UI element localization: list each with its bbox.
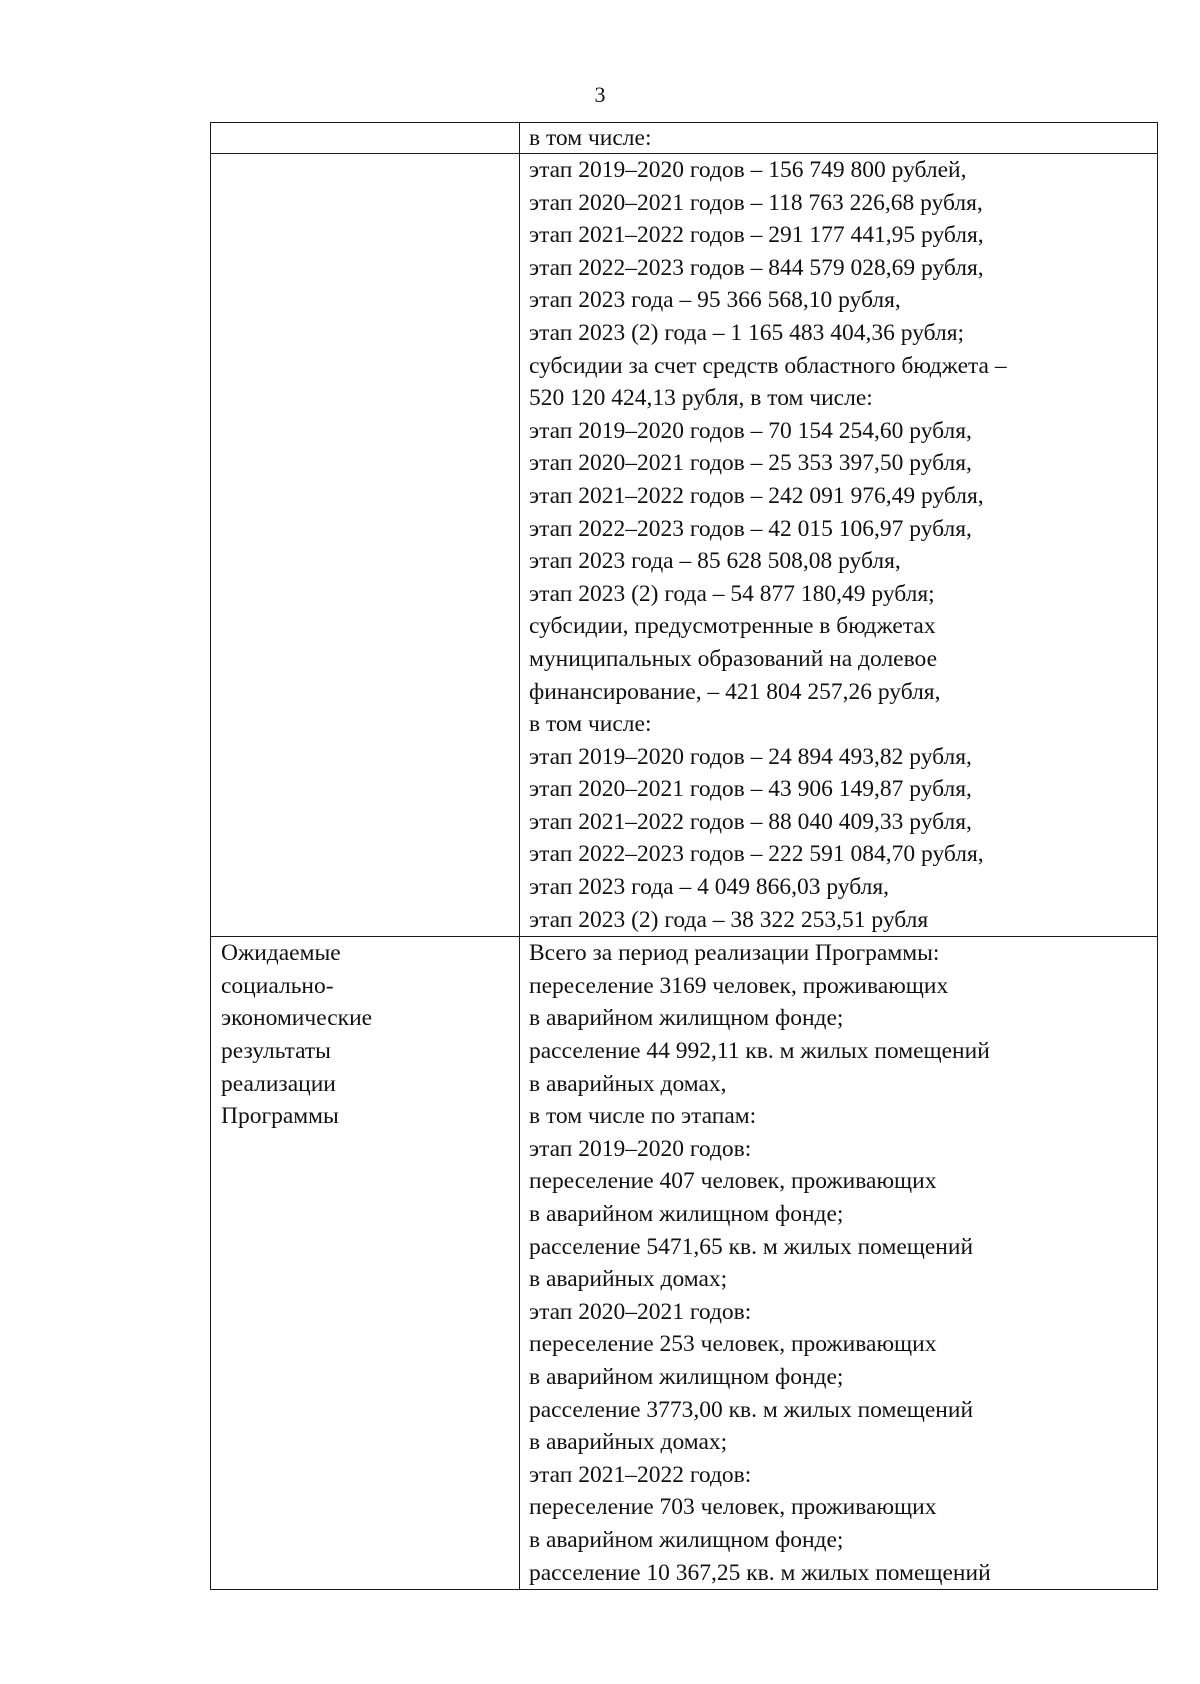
text-line: этап 2020–2021 годов – 43 906 149,87 рубля, [529,776,972,803]
table-cell-left-empty [211,123,520,154]
text-line: переселение 407 человек, проживающих [529,1168,937,1195]
cell-text [529,123,1151,153]
text-line: в аварийном жилищном фонде; [529,1526,844,1553]
text-line: расселение 3773,00 кв. м жилых помещений [529,1396,974,1423]
text-line: финансирование, – 421 804 257,26 рубля, [529,678,941,705]
text-line: этап 2023 года – 4 049 866,03 рубля, [529,874,890,901]
text-line: этап 2023 (2) года – 1 165 483 404,36 рубля; [529,319,965,346]
text-line: в аварийных домах; [529,1266,728,1293]
text-line: 520 120 424,13 рубля, в том числе: [529,385,873,412]
text-line: в аварийных домах, [529,1070,727,1097]
text-line: этап 2023 года – 95 366 568,10 рубля, [529,287,901,314]
text-line: в аварийных домах; [529,1429,728,1456]
cell-text [529,937,1151,1589]
text-line: результаты [221,1038,331,1065]
text-line: этап 2022–2023 годов – 844 579 028,69 рубля, [529,254,984,281]
text-line: этап 2019–2020 годов: [529,1135,752,1162]
text-line: Программы [221,1103,339,1130]
text-line: экономические [221,1005,373,1032]
text-line: этап 2020–2021 годов – 25 353 397,50 рубля, [529,450,972,477]
text-line: этап 2020–2021 годов – 118 763 226,68 рубля, [529,189,983,216]
text-line: субсидии, предусмотренные в бюджетах [529,613,936,640]
program-passport-table [210,122,1158,1590]
table-row [211,937,1158,1590]
text-line: расселение 5471,65 кв. м жилых помещений [529,1233,974,1260]
text-line: социально- [221,972,334,999]
text-line: субсидии за счет средств областного бюджета – [529,352,1007,379]
text-line: переселение 253 человек, проживающих [529,1331,937,1358]
text-line: этап 2023 (2) года – 38 322 253,51 рубля [529,906,929,933]
row-label [221,937,513,1133]
text-line: этап 2023 года – 85 628 508,08 рубля, [529,548,901,575]
table-cell-right [520,154,1158,937]
text-line: Ожидаемые [221,940,341,967]
table-row [211,123,1158,154]
text-line: этап 2023 (2) года – 54 877 180,49 рубля; [529,580,935,607]
text-line: этап 2021–2022 годов: [529,1461,752,1488]
page-number: 3 [594,82,606,107]
table-cell-left-label [211,937,520,1590]
text-line: в том числе по этапам: [529,1103,757,1130]
table-cell-left-empty [211,154,520,937]
text-line: муниципальных образований на долевое [529,645,938,672]
text-line: этап 2021–2022 годов – 88 040 409,33 рубля, [529,808,972,835]
text-line: в том числе: [529,125,652,151]
table-cell-right [520,937,1158,1590]
text-line: этап 2019–2020 годов – 156 749 800 рублей, [529,157,967,183]
text-line: расселение 10 367,25 кв. м жилых помещений [529,1559,991,1586]
text-line: этап 2020–2021 годов: [529,1298,752,1325]
text-line: реализации [221,1070,336,1097]
text-line: этап 2021–2022 годов – 291 177 441,95 рубля, [529,222,984,249]
text-line: в аварийном жилищном фонде; [529,1005,844,1032]
text-line: переселение 3169 человек, проживающих [529,972,949,999]
text-line: этап 2021–2022 годов – 242 091 976,49 рубля, [529,482,984,509]
cell-text [529,154,1151,936]
text-line: Всего за период реализации Программы: [529,940,940,967]
text-line: этап 2022–2023 годов – 222 591 084,70 рубля, [529,841,984,868]
text-line: в аварийном жилищном фонде; [529,1201,844,1227]
table-cell-right [520,123,1158,154]
text-line: этап 2019–2020 годов – 24 894 493,82 рубля, [529,743,972,770]
text-line: в том числе: [529,711,652,738]
text-line: в аварийном жилищном фонде; [529,1363,844,1390]
text-line: этап 2022–2023 годов – 42 015 106,97 рубля, [529,515,972,542]
table-row [211,154,1158,937]
text-line: расселение 44 992,11 кв. м жилых помещений [529,1038,990,1065]
text-line: переселение 703 человек, проживающих [529,1494,937,1521]
text-line: этап 2019–2020 годов – 70 154 254,60 рубля, [529,417,972,444]
